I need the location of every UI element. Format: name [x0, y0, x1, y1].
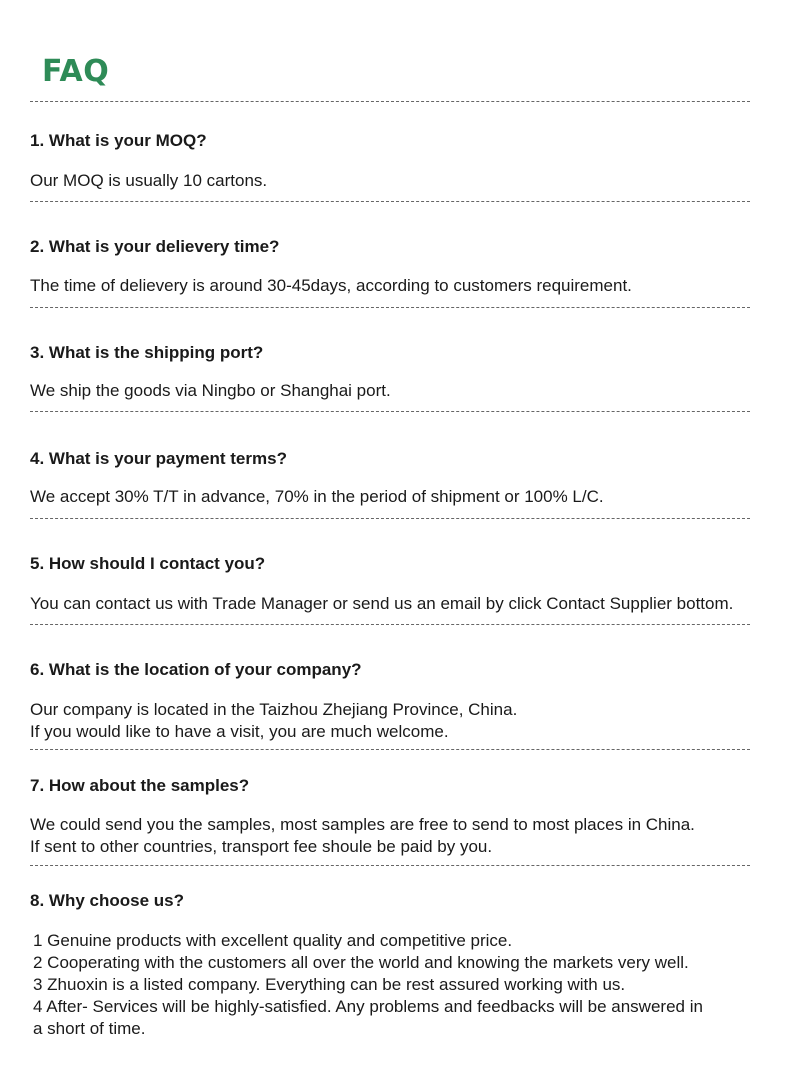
reason-2: 2 Cooperating with the customers all over the world and knowing the markets very well.	[33, 953, 689, 972]
faq-question-4: 4. What is your payment terms?	[30, 449, 287, 468]
divider	[30, 411, 750, 412]
divider	[30, 307, 750, 308]
faq-question-7: 7. How about the samples?	[30, 776, 250, 795]
divider	[30, 624, 750, 625]
faq-answer-5: You can contact us with Trade Manager or send us an email by click Contact Supplier bottom.	[30, 594, 734, 613]
faq-question-6: 6. What is the location of your company?	[30, 660, 362, 679]
reason-3: 3 Zhuoxin is a listed company. Everything can be rest assured working with us.	[33, 975, 626, 994]
faq-question-1: 1. What is your MOQ?	[30, 131, 207, 150]
faq-answer-7-line-1: We could send you the samples, most samples are free to send to most places in China.	[30, 815, 695, 834]
reason-4-continued: a short of time.	[33, 1019, 146, 1038]
faq-question-2: 2. What is your delievery time?	[30, 237, 280, 256]
reason-1: 1 Genuine products with excellent quality and competitive price.	[33, 931, 513, 950]
divider	[30, 865, 750, 866]
faq-answer-6-line-2: If you would like to have a visit, you are much welcome.	[30, 722, 449, 741]
divider	[30, 101, 750, 102]
faq-answer-3: We ship the goods via Ningbo or Shanghai port.	[30, 381, 391, 400]
reason-4: 4 After- Services will be highly-satisfied. Any problems and feedbacks will be answered in	[33, 997, 703, 1016]
faq-question-8: 8. Why choose us?	[30, 891, 184, 910]
faq-answer-4: We accept 30% T/T in advance, 70% in the period of shipment or 100% L/C.	[30, 487, 604, 506]
faq-answer-2: The time of delievery is around 30-45days, according to customers requirement.	[30, 276, 632, 295]
divider	[30, 749, 750, 750]
faq-answer-8	[33, 930, 703, 1040]
faq-question-3: 3. What is the shipping port?	[30, 343, 264, 362]
faq-title: FAQ	[42, 54, 110, 89]
faq-answer-6-line-1: Our company is located in the Taizhou Zhejiang Province, China.	[30, 700, 518, 719]
divider	[30, 201, 750, 202]
faq-answer-7-line-2: If sent to other countries, transport fee shoule be paid by you.	[30, 837, 493, 856]
faq-question-5: 5. How should I contact you?	[30, 554, 266, 573]
divider	[30, 518, 750, 519]
faq-answer-1: Our MOQ is usually 10 cartons.	[30, 171, 268, 190]
